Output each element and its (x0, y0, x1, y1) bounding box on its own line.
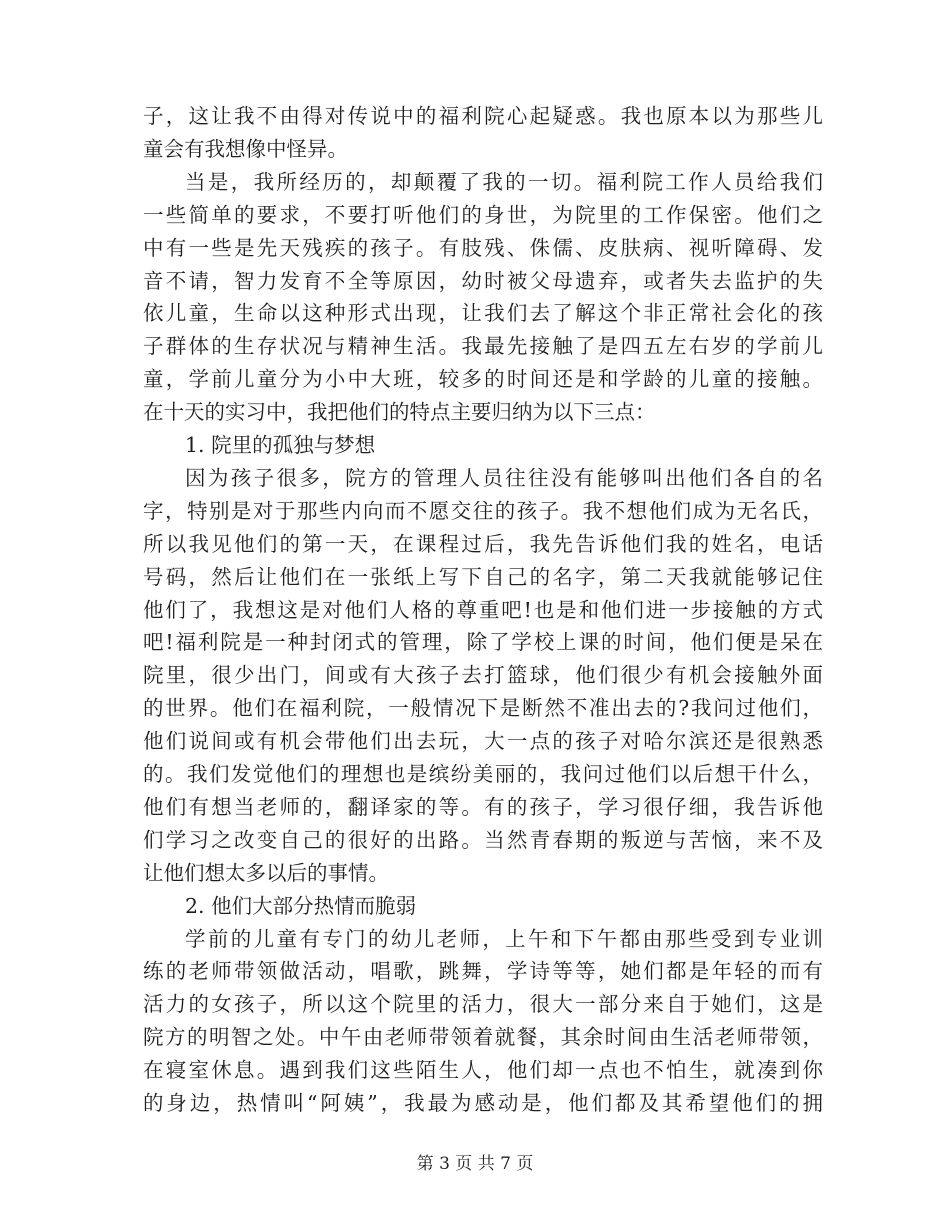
paragraph-start-line: 当是，我所经历的，却颠覆了我的一切。福利院工作人员给我们 (185, 170, 823, 194)
body-line: 一些简单的要求，不要打听他们的身世，为院里的工作保密。他们之 (143, 203, 823, 227)
body-line: 的身边，热情叫“阿姨”，我最为感动是，他们都及其希望他们的拥 (143, 1091, 823, 1115)
body-line: 字，特别是对于那些内向而不愿交往的孩子。我不想他们成为无名氏， (143, 499, 823, 523)
body-line: 院里，很少出门，间或有大孩子去打篮球，他们很少有机会接触外面 (143, 663, 823, 687)
paragraph-start-line: 因为孩子很多，院方的管理人员往往没有能够叫出他们各自的名 (185, 466, 823, 490)
body-line: 在寝室休息。遇到我们这些陌生人，他们却一点也不怕生，就凑到你 (143, 1058, 823, 1082)
body-line: 子群体的生存状况与精神生活。我最先接触了是四五左右岁的学前儿 (143, 334, 823, 358)
body-line: 依儿童，生命以这种形式出现，让我们去了解这个非正常社会化的孩 (143, 301, 823, 325)
body-line: 院方的明智之处。中午由老师带领着就餐，其余时间由生活老师带领， (143, 1025, 823, 1049)
body-line: 活力的女孩子，所以这个院里的活力，很大一部分来自于她们，这是 (143, 992, 823, 1016)
body-line: 他们有想当老师的，翻译家的等。有的孩子，学习很仔细，我告诉他 (143, 795, 823, 819)
body-line: 们学习之改变自己的很好的出路。当然青春期的叛逆与苦恼，来不及 (143, 828, 823, 852)
body-line: 童，学前儿童分为小中大班，较多的时间还是和学龄的儿童的接触。 (143, 367, 823, 391)
body-line: 吧!福利院是一种封闭式的管理，除了学校上课的时间，他们便是呆在 (143, 630, 823, 654)
body-line: 让他们想太多以后的事情。 (143, 861, 389, 885)
paragraph-start-line: 学前的儿童有专门的幼儿老师，上午和下午都由那些受到专业训 (185, 927, 823, 951)
body-line: 他们了，我想这是对他们人格的尊重吧!也是和他们进一步接触的方式 (143, 598, 823, 622)
page-footer: 第 3 页 共 7 页 (416, 1154, 534, 1174)
body-line: 的。我们发觉他们的理想也是缤纷美丽的，我问过他们以后想干什么， (143, 762, 823, 786)
body-line: 号码，然后让他们在一张纸上写下自己的名字，第二天我就能够记住 (143, 565, 823, 589)
section-heading-1: 1. 院里的孤独与梦想 (185, 433, 376, 457)
body-line: 中有一些是先天残疾的孩子。有肢残、侏儒、皮肤病、视听障碍、发 (143, 236, 823, 260)
body-line: 的世界。他们在福利院，一般情况下是断然不准出去的?我问过他们， (143, 696, 823, 720)
body-line: 音不请，智力发育不全等原因，幼时被父母遗弃，或者失去监护的失 (143, 269, 823, 293)
body-line: 练的老师带领做活动，唱歌，跳舞，学诗等等，她们都是年轻的而有 (143, 959, 823, 983)
body-line: 童会有我想像中怪异。 (143, 137, 348, 161)
body-line: 在十天的实习中，我把他们的特点主要归纳为以下三点： (143, 400, 656, 424)
body-line: 他们说间或有机会带他们出去玩，大一点的孩子对哈尔滨还是很熟悉 (143, 729, 823, 753)
body-line: 子，这让我不由得对传说中的福利院心起疑惑。我也原本以为那些儿 (143, 104, 823, 128)
section-heading-2: 2. 他们大部分热情而脆弱 (185, 894, 417, 918)
body-line: 所以我见他们的第一天，在课程过后，我先告诉他们我的姓名，电话 (143, 532, 823, 556)
